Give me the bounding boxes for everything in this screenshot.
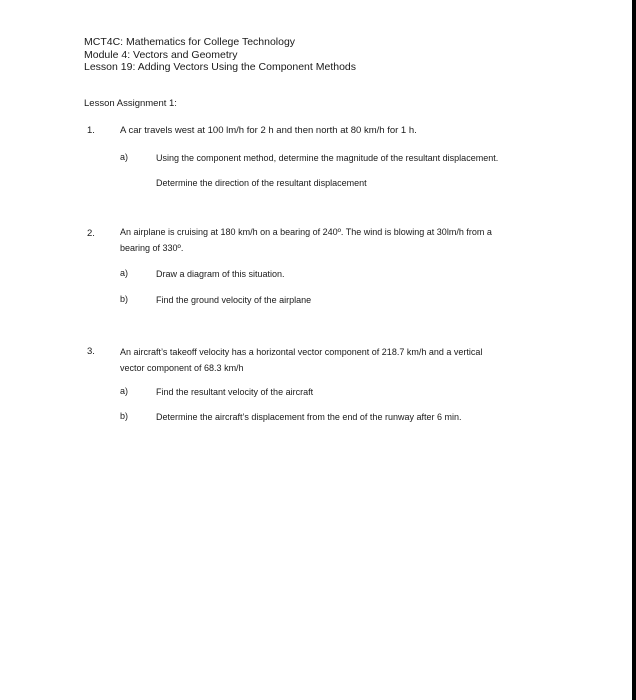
question-text-line1: An aircraft’s takeoff velocity has a horizontal vector component of 218.7 km/h and a vertical [120, 347, 483, 357]
part-label: a) [120, 386, 129, 396]
question-text: A car travels west at 100 lm/h for 2 h and then north at 80 km/h for 1 h. [120, 125, 417, 136]
part-text: Determine the direction of the resultant displacement [156, 178, 367, 188]
module-title: Module 4: Vectors and Geometry [84, 48, 238, 61]
question-text-line2: bearing of 330º. [120, 243, 184, 253]
part-text: Using the component method, determine the magnitude of the resultant displacement. [156, 153, 499, 163]
question-text-line2: vector component of 68.3 km/h [120, 363, 244, 373]
part-text: Determine the aircraft’s displacement from the end of the runway after 6 min. [156, 412, 462, 422]
course-title: MCT4C: Mathematics for College Technology [84, 36, 296, 48]
part-text: Find the resultant velocity of the aircraft [156, 387, 314, 397]
assignment-title: Lesson Assignment 1: [84, 98, 177, 109]
page-edge [632, 0, 636, 700]
part-text: Find the ground velocity of the airplane [156, 295, 312, 305]
part-text: Draw a diagram of this situation. [156, 269, 285, 279]
part-label: a) [120, 152, 129, 162]
question-number: 2. [87, 228, 95, 239]
part-label: b) [120, 411, 129, 421]
part-label: b) [120, 294, 129, 304]
document-header [84, 36, 356, 74]
part-label: a) [120, 268, 129, 278]
question-number: 1. [87, 125, 95, 136]
question-text-line1: An airplane is cruising at 180 km/h on a bearing of 240º. The wind is blowing at 30lm/h from a [120, 227, 492, 237]
lesson-title: Lesson 19: Adding Vectors Using the Component Methods [84, 61, 357, 73]
question-number: 3. [87, 346, 95, 357]
